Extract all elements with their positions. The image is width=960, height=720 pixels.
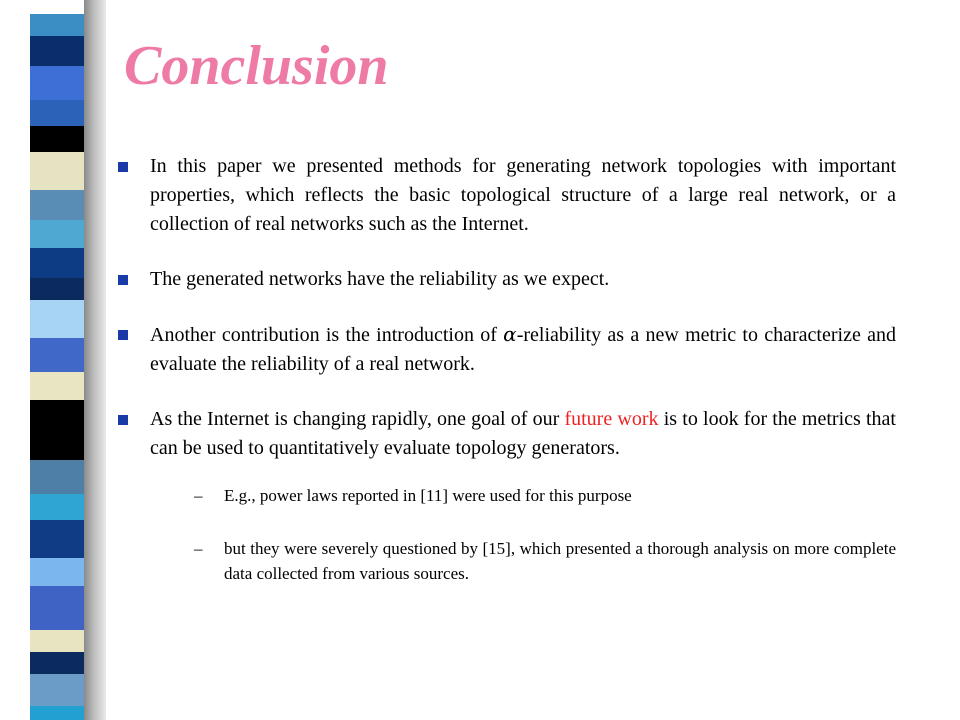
stripe-shadow xyxy=(84,0,106,720)
bullet-item xyxy=(118,265,896,294)
bullet-text-after: -reliability as a new metric to characterize and evaluate the reliability of a real network. xyxy=(150,324,896,375)
stripe-blocks xyxy=(30,0,86,720)
bullet-text-before: As the Internet is changing rapidly, one goal of our xyxy=(150,408,565,430)
highlighted-text: future work xyxy=(564,408,659,430)
bullet-item xyxy=(118,152,896,239)
bullet-item xyxy=(118,320,896,379)
bullet-text: In this paper we presented methods for generating network topologies with important properties, which reflects the basic topological structure of a large real network, or a collection of real networks such as the Internet. xyxy=(150,155,896,235)
sub-bullet-list xyxy=(150,483,896,586)
alpha-symbol: α xyxy=(503,322,517,346)
dash-bullet-icon: – xyxy=(194,486,203,505)
sub-bullet-text: E.g., power laws reported in [11] were used for this purpose xyxy=(224,486,632,505)
square-bullet-icon xyxy=(118,415,128,425)
slide-title: Conclusion xyxy=(124,35,389,97)
bullet-text: The generated networks have the reliability as we expect. xyxy=(150,268,610,290)
bullet-list xyxy=(118,152,896,586)
sub-bullet-item xyxy=(150,483,896,508)
sub-bullet-item xyxy=(150,536,896,586)
square-bullet-icon xyxy=(118,162,128,172)
square-bullet-icon xyxy=(118,275,128,285)
sub-bullet-text: but they were severely questioned by [15], which presented a thorough analysis on more complete data collected from various sources. xyxy=(224,539,896,583)
bullet-text-after: is to look for the metrics that can be used to quantitatively evaluate topology generators. xyxy=(150,408,896,459)
bullet-item xyxy=(118,405,896,586)
bullet-text-before: Another contribution is the introduction of xyxy=(150,324,504,346)
decorative-stripe xyxy=(0,0,110,720)
stripe-edge xyxy=(0,0,30,720)
dash-bullet-icon: – xyxy=(194,539,203,558)
square-bullet-icon xyxy=(118,330,128,340)
